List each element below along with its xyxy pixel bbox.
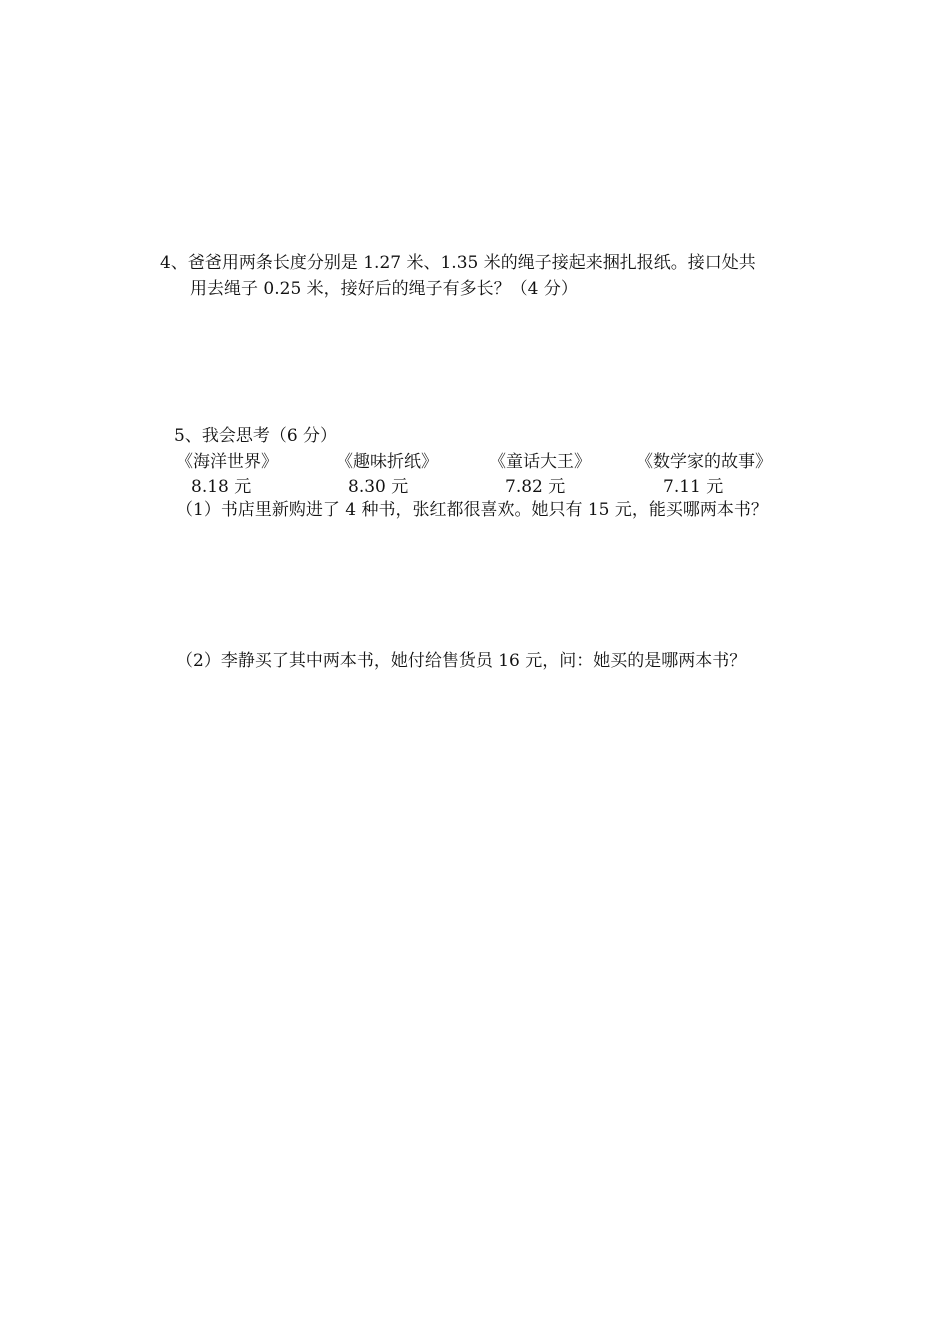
- book-price: 7.82 元: [505, 477, 566, 497]
- book-title: 《海洋世界》: [176, 452, 278, 472]
- book-title: 《数学家的故事》: [636, 452, 772, 472]
- question-5-part-2: （2）李静买了其中两本书，她付给售货员 16 元，问：她买的是哪两本书？: [176, 651, 747, 671]
- book-title: 《童话大王》: [489, 452, 591, 472]
- book-price: 8.18 元: [191, 477, 252, 497]
- question-4-text-line-1: 4、爸爸用两条长度分别是 1.27 米、1.35 米的绳子接起来捆扎报纸。接口处共: [160, 253, 756, 273]
- book-title: 《趣味折纸》: [336, 452, 438, 472]
- question-4-text-line-2: 用去绳子 0.25 米，接好后的绳子有多长？（4 分）: [190, 279, 578, 299]
- question-5-title: 5、我会思考（6 分）: [174, 426, 338, 446]
- book-price: 7.11 元: [663, 477, 724, 497]
- question-5-part-1: （1）书店里新购进了 4 种书，张红都很喜欢。她只有 15 元，能买哪两本书？: [176, 500, 768, 520]
- book-price: 8.30 元: [348, 477, 409, 497]
